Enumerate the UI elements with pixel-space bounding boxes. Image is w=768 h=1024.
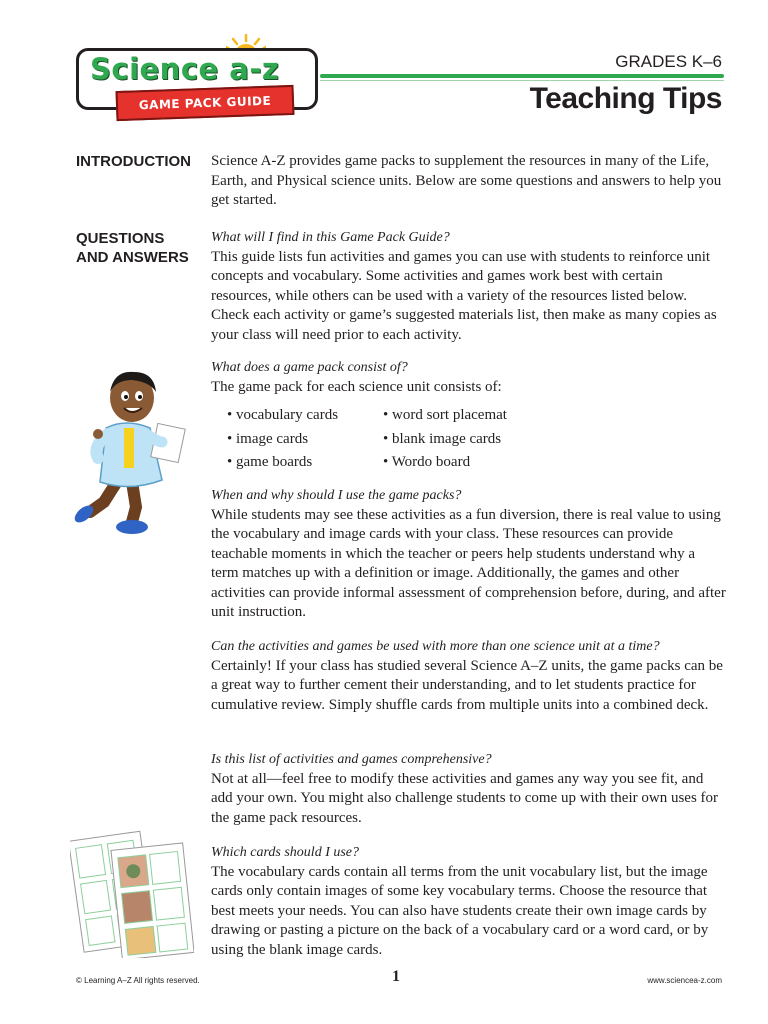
- question: What will I find in this Game Pack Guide?: [211, 230, 450, 245]
- list-item: • blank image cards: [383, 430, 502, 447]
- question: When and why should I use the game packs?: [211, 488, 462, 503]
- copyright: © Learning A–Z All rights reserved.: [76, 976, 200, 985]
- qa-heading-line1: QUESTIONS: [76, 230, 165, 247]
- question: What does a game pack consist of?: [211, 360, 408, 375]
- grades-label: GRADES K–6: [615, 52, 722, 71]
- game-cards-illustration: [70, 826, 194, 958]
- answer: The game pack for each science unit consists of:: [211, 378, 502, 395]
- answer: Not at all—feel free to modify these activities and games any way you see fit, and add your own. You might also challenge students to come up with their own uses for the game pack resources.: [211, 770, 719, 826]
- student-scientist-illustration: [70, 362, 192, 538]
- qa-item: [211, 637, 726, 715]
- bullet-column-2: [383, 404, 507, 475]
- qa-item: [211, 486, 726, 623]
- list-item: • image cards: [227, 430, 309, 447]
- answer: While students may see these activities as a fun diversion, there is real value to using the vocabulary and image cards with your class. These resources can provide teachable moments in which the teacher or peers help students understand why a term matches up with a definition or image. Additionally, the games and other activities can provide informal assessment of comprehension before, during, and after unit instruction.: [211, 506, 726, 620]
- qa-item: [211, 750, 726, 828]
- introduction-body: Science A-Z provides game packs to supplement the resources in many of the Life, Earth, and Physical science units. Below are some questions and answers to help you get started.: [211, 153, 722, 208]
- qa-item: [211, 358, 726, 397]
- qa-item: [211, 843, 726, 960]
- science-az-logo: [76, 34, 320, 126]
- answer: The vocabulary cards contain all terms from the unit vocabulary list, but the image cards only contain images of some key vocabulary terms. Choose the resource that best meets your needs. You can also have students create their own image cards by drawing or pasting a picture on the back of a vocabulary card or a word card, or by using the blank image cards.: [211, 863, 709, 958]
- page-number: 1: [392, 968, 400, 985]
- question: Is this list of activities and games comprehensive?: [211, 752, 492, 767]
- logo-title: Science a-z: [90, 52, 280, 86]
- answer: This guide lists fun activities and games you can use with students to reinforce unit concepts and vocabulary. Some activities and games work best with certain resources, while others can be used with a variety of the resources listed below. Check each activity or game’s suggested materials list, then make as many copies as your class will need prior to each activity.: [211, 248, 717, 343]
- question: Which cards should I use?: [211, 845, 360, 860]
- logo-banner: GAME PACK GUIDE: [116, 85, 295, 121]
- bullet-column-1: [227, 404, 338, 475]
- list-item: • game boards: [227, 454, 313, 470]
- qa-item: [211, 228, 726, 345]
- header-divider: [320, 74, 724, 78]
- list-item: • Wordo board: [383, 454, 471, 470]
- answer: Certainly! If your class has studied several Science A–Z units, the game packs can be a great way to further cement their understanding, and to let students practice for cumulative review. Simply shuffle cards from multiple units into a combined deck.: [211, 657, 723, 713]
- list-item: • word sort placemat: [383, 407, 507, 423]
- qa-heading: [76, 229, 189, 267]
- qa-heading-line2: AND ANSWERS: [76, 249, 189, 266]
- page-title: Teaching Tips: [529, 82, 722, 115]
- question: Can the activities and games be used with more than one science unit at a time?: [211, 639, 660, 654]
- website-url: www.sciencea-z.com: [647, 976, 722, 985]
- header-divider-shadow: [320, 80, 724, 81]
- introduction-heading: INTRODUCTION: [76, 153, 191, 170]
- list-item: • vocabulary cards: [227, 407, 339, 423]
